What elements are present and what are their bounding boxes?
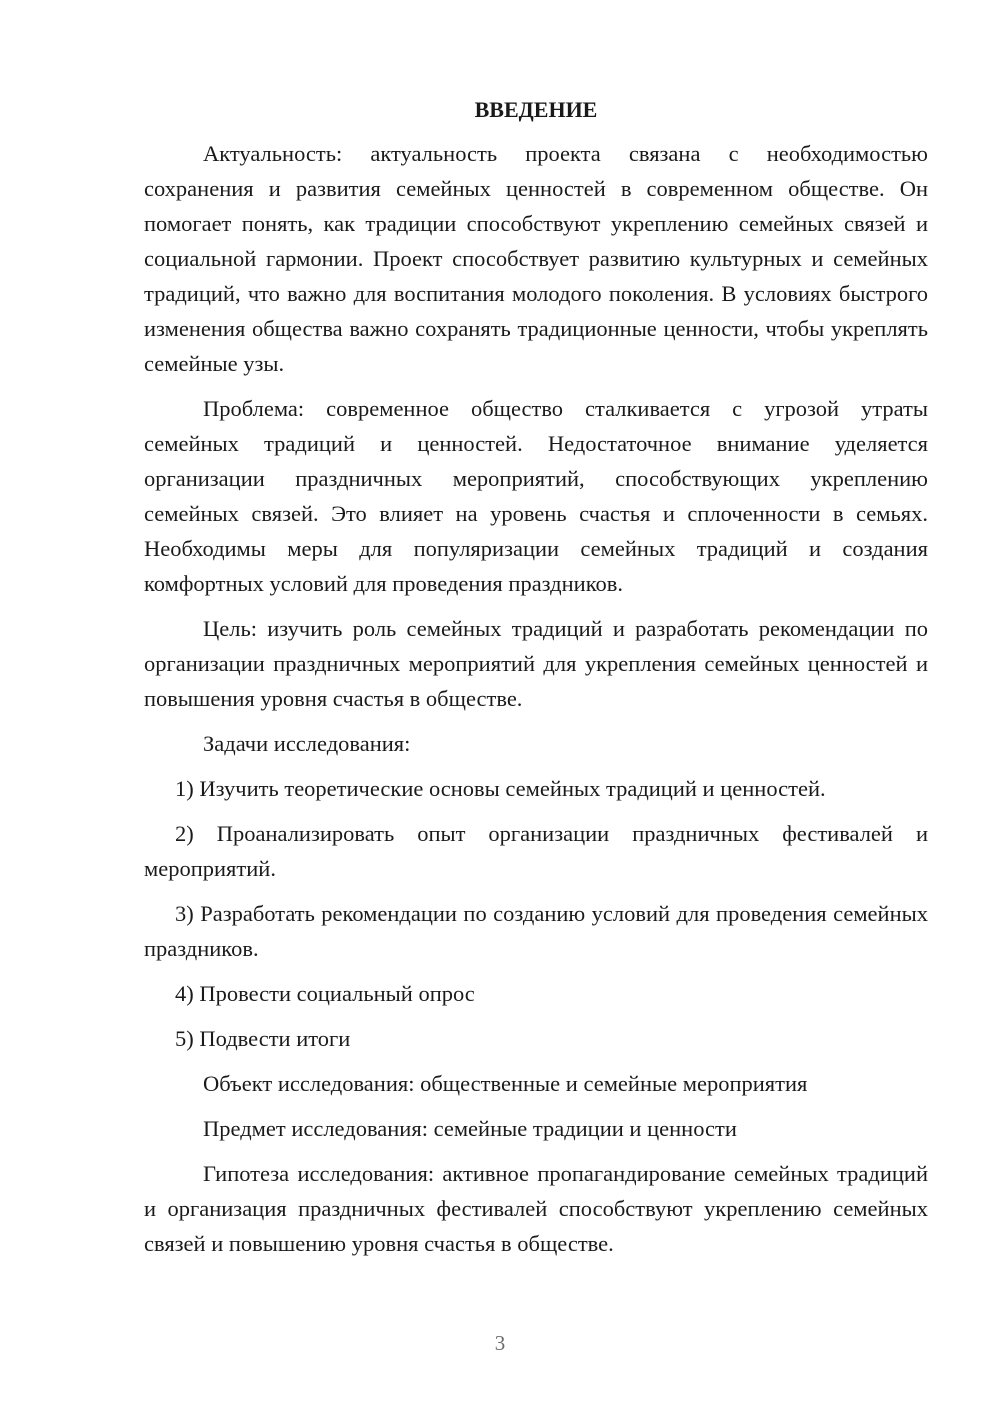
relevance-paragraph: Актуальность: актуальность проекта связана с необходимостью сохранения и развития семейных ценностей в современном обществе. Он помогает понять, как традиции способствуют укреплению семейных связей и социальной гармонии. Проект способствует развитию культурных и семейных традиций, что важно для воспитания молодого поколения. В условиях быстрого изменения общества важно сохранять традиционные ценности, чтобы укреплять семейные узы. [144, 141, 928, 376]
problem-paragraph: Проблема: современное общество сталкивается с угрозой утраты семейных традиций и ценностей. Недостаточное внимание уделяется организации праздничных мероприятий, способствующих укреплению семейных связей. Это влияет на уровень счастья и сплоченности в семьях. Необходимы меры для популяризации семейных традиций и создания комфортных условий для проведения праздников. [144, 396, 928, 596]
goal-paragraph: Цель: изучить роль семейных традиций и разработать рекомендации по организации праздничных мероприятий для укрепления семейных ценностей и повышения уровня счастья в обществе. [144, 616, 928, 711]
tasks-heading: Задачи исследования: [203, 731, 411, 756]
task-item-4: 4) Провести социальный опрос [175, 981, 475, 1006]
task-item-3: 3) Разработать рекомендации по созданию условий для проведения семейных праздников. [144, 901, 928, 961]
page-title: ВВЕДЕНИЕ [474, 97, 598, 122]
research-object-paragraph: Объект исследования: общественные и семейные мероприятия [203, 1071, 808, 1096]
document-page [144, 95, 928, 1271]
research-subject-paragraph: Предмет исследования: семейные традиции и ценности [203, 1116, 737, 1141]
hypothesis-paragraph: Гипотеза исследования: активное пропагандирование семейных традиций и организация праздничных фестивалей способствуют укреплению семейных связей и повышению уровня счастья в обществе. [144, 1161, 928, 1256]
page-number: 3 [494, 1331, 506, 1355]
task-item-1: 1) Изучить теоретические основы семейных традиций и ценностей. [175, 776, 826, 801]
task-item-2: 2) Проанализировать опыт организации праздничных фестивалей и мероприятий. [144, 821, 928, 881]
task-item-5: 5) Подвести итоги [175, 1026, 351, 1051]
